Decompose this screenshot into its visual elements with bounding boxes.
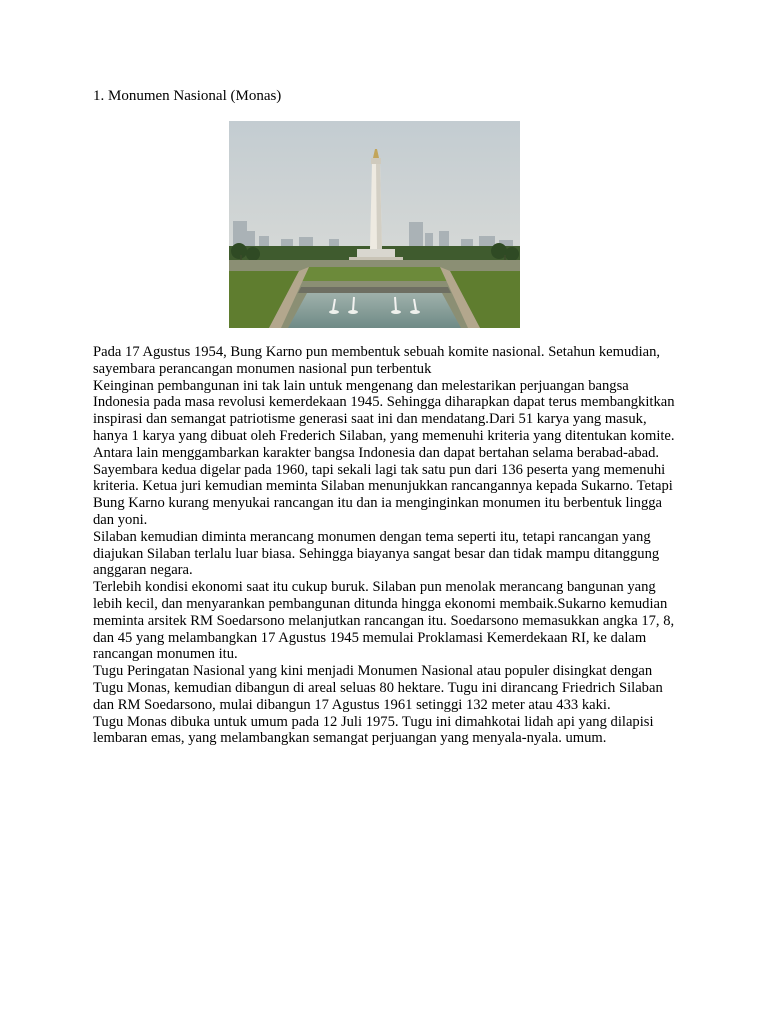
article-body (93, 344, 683, 747)
monas-photo-illustration (229, 121, 520, 328)
paragraph-1: Pada 17 Agustus 1954, Bung Karno pun membentuk sebuah komite nasional. Setahun kemudian, sayembara perancangan monumen nasional pun terbentuk (93, 344, 661, 377)
paragraph-3: Sayembara kedua digelar pada 1960, tapi sekali lagi tak satu pun dari 136 peserta yang memenuhi kriteria. Ketua juri kemudian meminta Silaban menunjukkan rancangannya kepada Sukarno. Tetapi Bung Karno kurang menyukai rancangan itu dan ia menginginkan monumen itu berbentuk lingga dan yoni. (93, 461, 673, 528)
paragraph-6: Tugu Peringatan Nasional yang kini menjadi Monumen Nasional atau populer disingkat dengan Tugu Monas, kemudian dibangun di areal seluas 80 hektare. Tugu ini dirancang Friedrich Silaban dan RM Soedarsono, mulai dibangun 17 Agustus 1961 setinggi 132 meter atau 433 kaki. (93, 663, 663, 713)
section-heading: 1. Monumen Nasional (Monas) (93, 88, 282, 104)
paragraph-2: Keinginan pembangunan ini tak lain untuk mengenang dan melestarikan perjuangan bangsa Indonesia pada masa revolusi kemerdekaan 1945. Sehingga diharapkan dapat terus membangkitkan inspirasi dan semangat patriotisme generasi saat ini dan mendatang.Dari 51 karya yang masuk, hanya 1 karya yang dibuat oleh Frederich Silaban, yang memenuhi kriteria yang ditentukan komite. Antara lain menggambarkan karakter bangsa Indonesia dan dapat bertahan selama berabad-abad. (93, 377, 675, 461)
paragraph-5: Terlebih kondisi ekonomi saat itu cukup buruk. Silaban pun menolak merancang bangunan yang lebih kecil, dan menyarankan pembangunan ditunda hingga ekonomi membaik.Sukarno kemudian meminta arsitek RM Soedarsono melanjutkan rancangan itu. Soedarsono memasukkan angka 17, 8, dan 45 yang melambangkan 17 Agustus 1945 memulai Proklamasi Kemerdekaan RI, ke dalam rancangan monumen itu. (93, 579, 675, 663)
paragraph-4: Silaban kemudian diminta merancang monumen dengan tema seperti itu, tetapi rancangan yang diajukan Silaban terlalu luar biasa. Sehingga biayanya sangat besar dan tidak mampu ditanggung anggaran negara. (93, 528, 660, 579)
monas-photo (229, 121, 520, 328)
paragraph-7: Tugu Monas dibuka untuk umum pada 12 Juli 1975. Tugu ini dimahkotai lidah api yang dilapisi lembaran emas, yang melambangkan semangat perjuangan yang menyala-nyala. umum. (93, 713, 654, 747)
